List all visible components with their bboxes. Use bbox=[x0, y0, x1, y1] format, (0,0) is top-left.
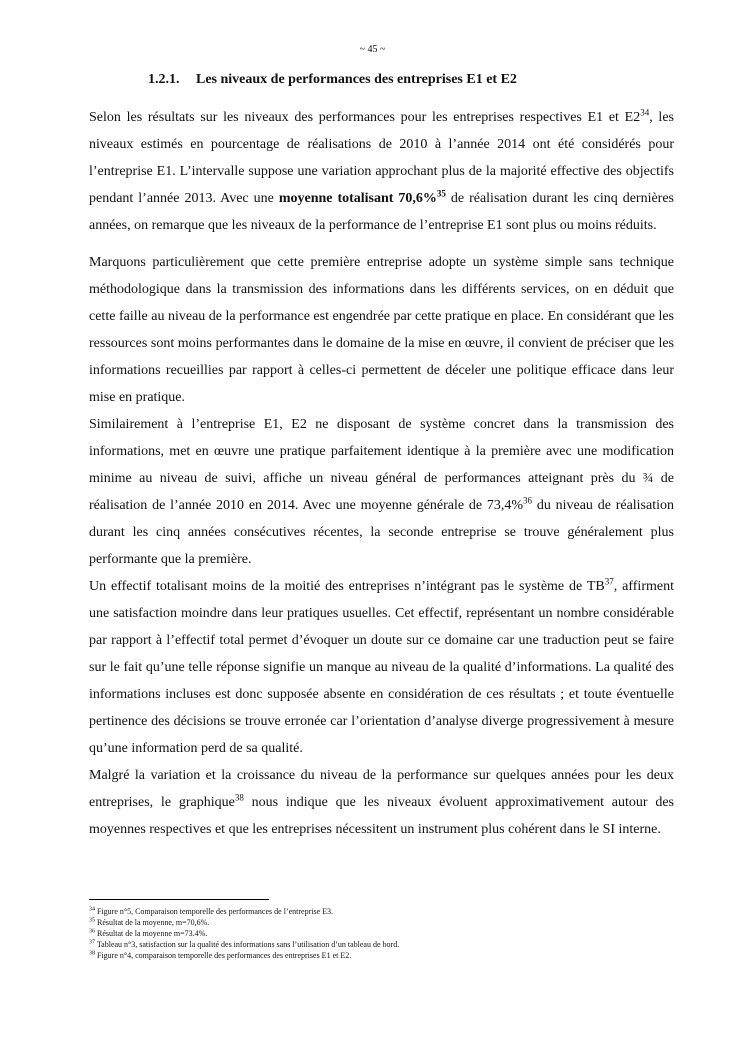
paragraph-5 bbox=[89, 762, 674, 843]
footnote-text: Résultat de la moyenne m=73.4%. bbox=[95, 929, 208, 938]
footnote-number: 38 bbox=[89, 950, 95, 957]
footnote-separator bbox=[89, 899, 269, 900]
paragraph-text: de réalisation durant les cinq dernières années, on remarque que les niveaux de la performance de l’entreprise E1 sont plus ou moins réduits. bbox=[89, 191, 674, 233]
paragraph-text: nous indique que les niveaux évoluent approximativement autour des moyennes respectives et que les entreprises nécessitent un instrument plus cohérent dans le SI interne. bbox=[89, 795, 675, 837]
footnote-34 bbox=[89, 906, 689, 917]
section-heading bbox=[148, 72, 517, 88]
footnote-36 bbox=[89, 928, 689, 939]
footnote-37 bbox=[89, 939, 689, 950]
paragraph-text: , affirment une satisfaction moindre dans leur pratiques usuelles. Cet effectif, représentant un nombre considérable par rapport à l’effectif total permet d’évoquer un doute sur ce domaine car une traduction peut se faire sur le fait qu’une telle réponse signifie un manque au niveau de la qualité d’informations. La qualité des informations incluses est donc supposée absente en considération de ces résultats ; et toute éventuelle pertinence des décisions se trouve erronée car l’orientation d’analyse diverge progressivement à mesure qu’une information perd de sa qualité. bbox=[89, 579, 674, 756]
section-title: Les niveaux de performances des entreprises E1 et E2 bbox=[196, 72, 517, 87]
paragraph-3 bbox=[89, 411, 674, 573]
footnote-ref-37: 37 bbox=[604, 576, 614, 587]
footnote-number: 34 bbox=[89, 906, 95, 913]
paragraph-text: Similairement à l’entreprise E1, E2 ne disposant de système concret dans la transmission des informations, met en œuvre une pratique parfaitement identique à la première avec une modification minime au niveau de suivi, affiche un niveau général de performances atteignant près du ¾ de réalisation de l’année 2010 en 2014. Avec une moyenne générale de 73,4% bbox=[89, 417, 674, 513]
paragraph-4 bbox=[89, 573, 674, 762]
footnote-35 bbox=[89, 917, 689, 928]
footnote-number: 37 bbox=[89, 939, 95, 946]
paragraph-text: , les niveaux estimés en pourcentage de réalisations de 2010 à l’année 2014 ont été considérés pour l’entreprise E1. L’intervalle suppose une variation approchant plus de la majorité effective des objectifs pendant l’année 2013. Avec une bbox=[89, 110, 674, 206]
footnote-ref-36: 36 bbox=[523, 495, 533, 506]
paragraph-text: Malgré la variation et la croissance du niveau de la performance sur quelques années pour les deux entreprises, le graphique bbox=[89, 768, 674, 810]
footnote-text: Figure n°4, comparaison temporelle des performances des entreprises E1 et E2. bbox=[95, 951, 352, 960]
footnotes bbox=[89, 906, 689, 961]
footnote-38 bbox=[89, 950, 689, 961]
footnote-text: Tableau n°3, satisfaction sur la qualité des informations sans l’utilisation d’un tableau de bord. bbox=[95, 940, 400, 949]
bold-average: moyenne totalisant 70,6% bbox=[278, 191, 437, 206]
paragraph-text: Un effectif totalisant moins de la moitié des entreprises n’intégrant pas le système de TB bbox=[89, 579, 605, 594]
footnote-ref-34: 34 bbox=[640, 107, 650, 118]
footnote-text: Figure n°5, Comparaison temporelle des performances de l’entreprise E3. bbox=[95, 907, 334, 916]
footnote-number: 36 bbox=[89, 928, 95, 935]
paragraph-text: Selon les résultats sur les niveaux des performances pour les entreprises respectives E1 et E2 bbox=[89, 110, 641, 125]
footnote-ref-35: 35 bbox=[436, 188, 446, 199]
section-number: 1.2.1. bbox=[148, 72, 180, 87]
paragraph-2: Marquons particulièrement que cette première entreprise adopte un système simple sans technique méthodologique dans la transmission des informations dans les différents services, on en déduit que cette faille au niveau de la performance est engendrée par cette pratique en place. En considérant que les ressources sont moins performantes dans le domaine de la mise en œuvre, il convient de préciser que les informations recueillies par rapport à celles-ci permettent de déceler une politique efficace dans leur mise en pratique. bbox=[89, 255, 674, 405]
paragraph-text: du niveau de réalisation durant les cinq années consécutives récentes, la seconde entreprise se trouve généralement plus performante que la première. bbox=[89, 498, 675, 567]
body-text bbox=[89, 104, 674, 843]
footnote-text: Résultat de la moyenne, m=70,6%. bbox=[95, 918, 210, 927]
footnote-ref-38: 38 bbox=[234, 792, 244, 803]
page-number: ~ 45 ~ bbox=[359, 44, 386, 55]
footnote-number: 35 bbox=[89, 917, 95, 924]
paragraph-1 bbox=[89, 104, 674, 239]
